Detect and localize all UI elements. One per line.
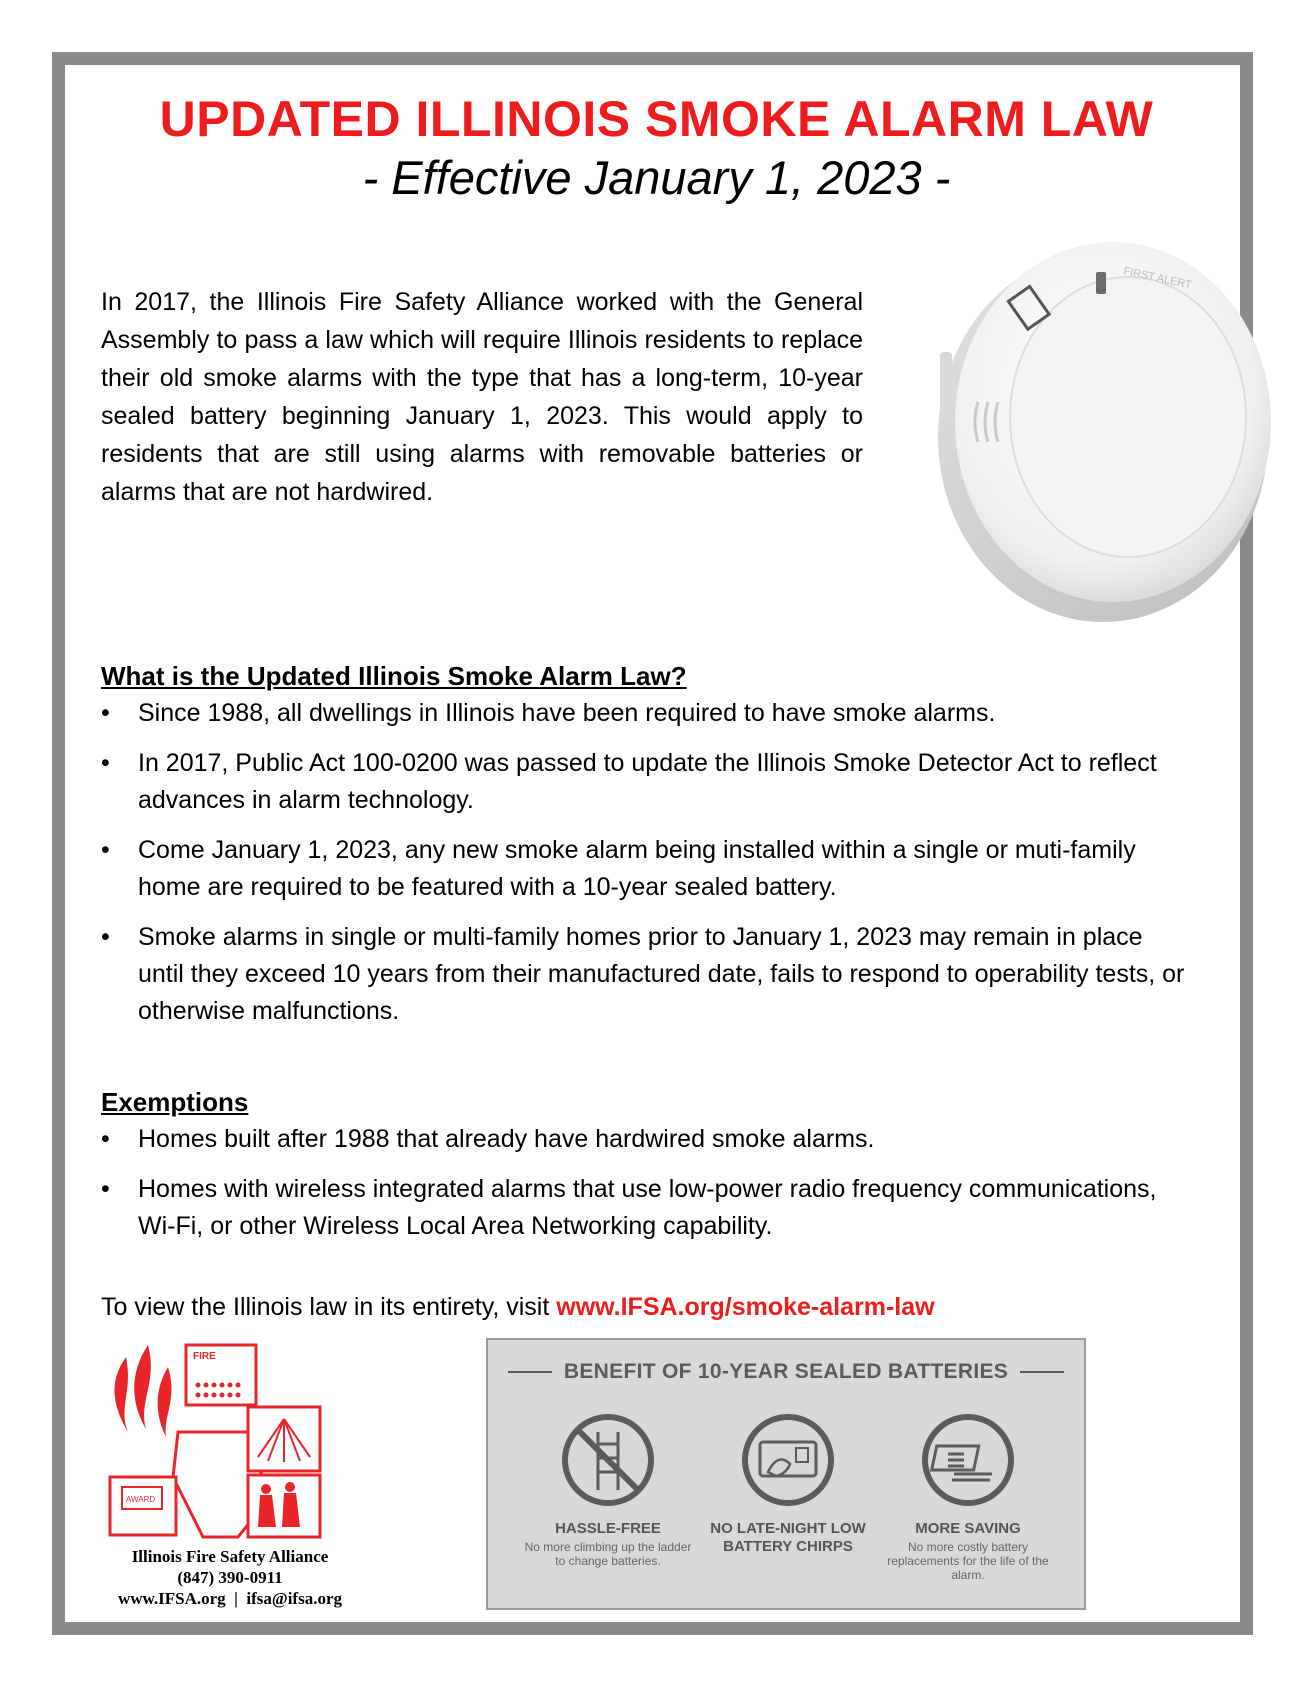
law-link[interactable]: www.IFSA.org/smoke-alarm-law — [556, 1293, 935, 1321]
logo-fire-text: FIRE — [193, 1351, 216, 1362]
money-icon — [920, 1412, 1016, 1508]
law-section-heading: What is the Updated Illinois Smoke Alarm Law? — [101, 661, 687, 691]
benefits-panel — [486, 1338, 1086, 1610]
benefit-heading: NO LATE-NIGHT LOW BATTERY CHIRPS — [710, 1520, 866, 1555]
benefit-item — [880, 1412, 1056, 1582]
list-item: • Come January 1, 2023, any new smoke alarm being installed within a single or muti-family home are required to be featured with a 10-year sealed battery. — [101, 832, 1191, 906]
org-contact: www.IFSA.org | ifsa@ifsa.org — [117, 1589, 343, 1608]
list-item: • In 2017, Public Act 100-0200 was passed to update the Illinois Smoke Detector Act to reflect advances in alarm technology. — [101, 745, 1191, 819]
list-item: • Since 1988, all dwellings in Illinois have been required to have smoke alarms. — [101, 695, 1191, 732]
page-subtitle: - Effective January 1, 2023 - — [362, 151, 951, 204]
ifsa-logo — [108, 1337, 338, 1542]
law-bullet-list — [101, 695, 1191, 1043]
intro-paragraph: In 2017, the Illinois Fire Safety Alliance worked with the General Assembly to pass a law which will require Illinois residents to replace their old smoke alarms with the type that has a long-term, 10-year sealed battery beginning January 1, 2023. This would apply to residents that are still using alarms with removable batteries or alarms that are not hardwired. — [101, 288, 863, 506]
page-title: UPDATED ILLINOIS SMOKE ALARM LAW — [159, 91, 1154, 147]
alarm-brand-text: FIRST ALERT — [1122, 265, 1193, 292]
no-ladder-icon — [560, 1412, 656, 1508]
list-item: • Smoke alarms in single or multi-family homes prior to January 1, 2023 may remain in place until they exceed 10 years from their manufactured date, fails to respond to operability tests, or otherwise malfunctions. — [101, 919, 1191, 1030]
visit-line — [101, 1291, 935, 1323]
bird-chirp-icon — [740, 1412, 836, 1508]
org-phone: (847) 390-0911 — [177, 1568, 283, 1587]
org-name: Illinois Fire Safety Alliance — [131, 1547, 329, 1566]
benefit-description: No more costly battery replacements for the life of the alarm. — [887, 1540, 1049, 1582]
benefit-item — [700, 1412, 876, 1558]
exemptions-heading: Exemptions — [101, 1087, 249, 1117]
logo-award-text: AWARD — [126, 1495, 156, 1504]
list-item: • Homes with wireless integrated alarms that use low-power radio frequency communications, Wi-Fi, or other Wireless Local Area Networking capability. — [101, 1171, 1191, 1245]
benefit-heading: MORE SAVING — [915, 1520, 1021, 1537]
visit-text: To view the Illinois law in its entirety, visit — [101, 1293, 557, 1321]
benefit-description: No more climbing up the ladder to change batteries. — [524, 1540, 692, 1568]
benefits-title: BENEFIT OF 10-YEAR SEALED BATTERIES — [488, 1360, 1084, 1384]
benefit-item — [520, 1412, 696, 1568]
list-item: • Homes built after 1988 that already have hardwired smoke alarms. — [101, 1121, 1191, 1158]
exemptions-bullet-list — [101, 1121, 1191, 1258]
org-info — [80, 1546, 380, 1609]
benefit-heading: HASSLE-FREE — [555, 1520, 661, 1537]
smoke-alarm-image — [918, 222, 1278, 632]
